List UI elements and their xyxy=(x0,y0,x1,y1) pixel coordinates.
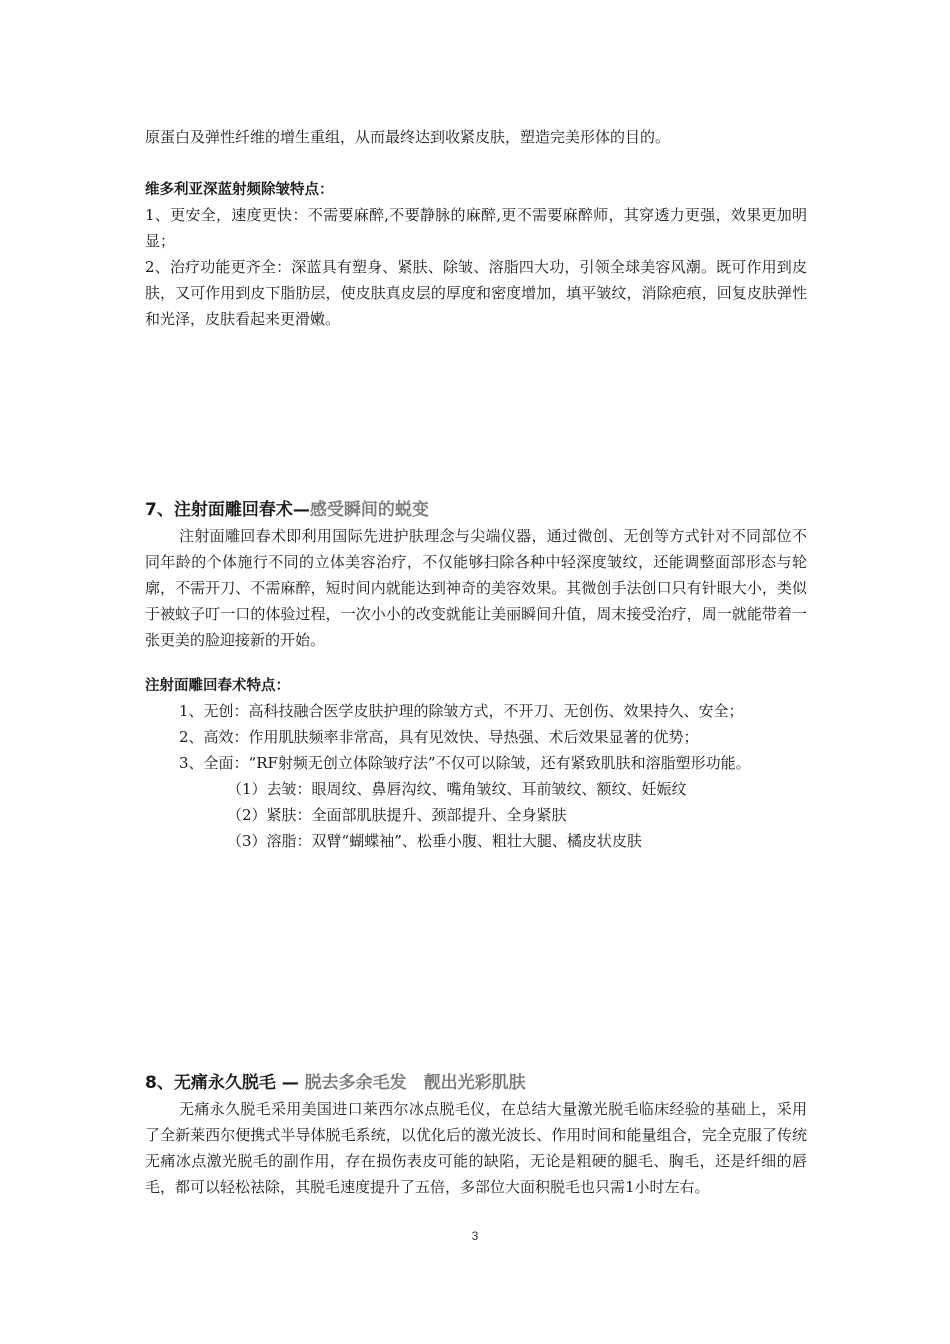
sub-item: （3）溶脂：双臂“蝴蝶袖”、松垂小腹、粗壮大腿、橘皮状皮肤 xyxy=(227,832,642,850)
section-8 xyxy=(145,1070,807,1200)
feature-item: 2、治疗功能更齐全：深蓝具有塑身、紧肤、除皱、溶脂四大功，引领全球美容风潮。既可作用到皮肤，又可作用到皮下脂肪层，使皮肤真皮层的厚度和密度增加，填平皱纹，消除疤痕，回复皮肤弹性和光泽，皮肤看起来更滑嫩。 xyxy=(145,258,807,328)
continued-paragraph: 原蛋白及弹性纤维的增生重组，从而最终达到收紧皮肤，塑造完美形体的目的。 xyxy=(145,128,671,146)
top-features xyxy=(145,178,807,332)
section-intro: 无痛永久脱毛采用美国进口莱西尔冰点脱毛仪，在总结大量激光脱毛临床经验的基础上，采用了全新莱西尔便携式半导体脱毛系统，以优化后的激光波长、作用时间和能量组合，完全克服了传统无痛冰点激光脱毛的副作用，存在损伤表皮可能的缺陷，无论是粗硬的腿毛、胸毛，还是纤细的唇毛，都可以轻松祛除，其脱毛速度提升了五倍，多部位大面积脱毛也只需1小时左右。 xyxy=(145,1100,807,1196)
sub-item: （1）去皱：眼周纹、鼻唇沟纹、嘴角皱纹、耳前皱纹、额纹、妊娠纹 xyxy=(227,780,687,798)
section-subtitle: 感受瞬间的蜕变 xyxy=(309,500,429,520)
sub-item: （2）紧肤：全面部肌肤提升、颈部提升、全身紧肤 xyxy=(227,806,567,824)
feature-item: 1、更安全，速度更快：不需要麻醉,不要静脉的麻醉,更不需要麻醉师，其穿透力更强，效果更加明显； xyxy=(145,206,807,250)
features-title: 注射面雕回春术特点： xyxy=(145,678,290,694)
section-title: 7、注射面雕回春术— xyxy=(145,500,310,520)
section-heading xyxy=(145,1070,807,1096)
section-7 xyxy=(145,497,807,653)
page-number: 3 xyxy=(471,1229,479,1243)
section-title: 8、无痛永久脱毛 — xyxy=(145,1073,299,1093)
feature-item: 3、全面：“RF射频无创立体除皱疗法”不仅可以除皱，还有紧致肌肤和溶脂塑形功能。 xyxy=(179,754,751,772)
feature-item: 2、高效：作用肌肤频率非常高，具有见效快、导热强、术后效果显著的优势； xyxy=(179,728,699,746)
section-heading xyxy=(145,497,807,523)
section-intro: 注射面雕回春术即利用国际先进护肤理念与尖端仪器，通过微创、无创等方式针对不同部位不同年龄的个体施行不同的立体美容治疗，不仅能够扫除各种中轻深度皱纹，还能调整面部形态与轮廓，不需开刀、不需麻醉，短时间内就能达到神奇的美容效果。其微创手法创口只有针眼大小，类似于被蚊子叮一口的体验过程，一次小小的改变就能让美丽瞬间升值，周末接受治疗，周一就能带着一张更美的脸迎接新的开始。 xyxy=(145,527,807,649)
features-title: 维多利亚深蓝射频除皱特点： xyxy=(145,182,334,198)
feature-item: 1、无创：高科技融合医学皮肤护理的除皱方式，不开刀、无创伤、效果持久、安全； xyxy=(179,702,744,720)
section-subtitle: 脱去多余毛发 靓出光彩肌肤 xyxy=(304,1073,526,1093)
section-7-features xyxy=(145,674,807,854)
top-section xyxy=(145,124,807,150)
